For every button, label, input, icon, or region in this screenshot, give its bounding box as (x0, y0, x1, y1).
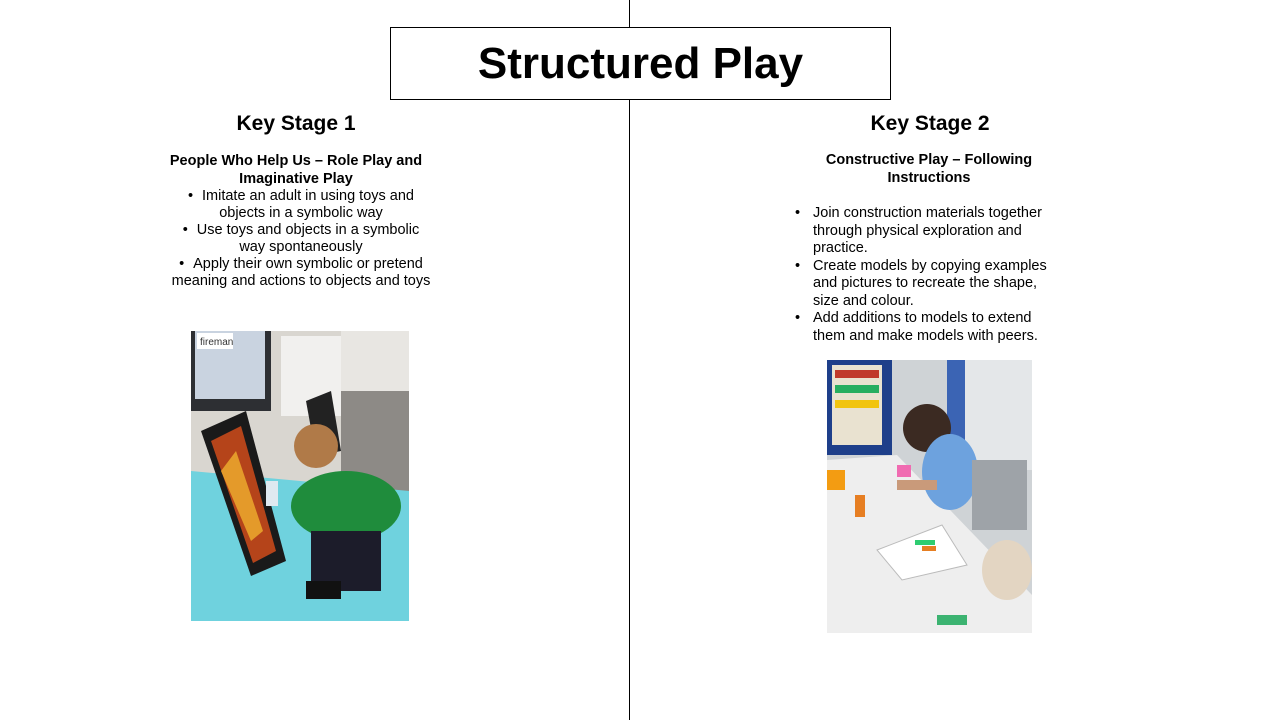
list-item: • Create models by copying examples and pictures to recreate the shape, size and colour. (795, 257, 1047, 309)
ks1-role-play-photo (191, 331, 409, 621)
title-box (390, 27, 891, 100)
page-title: Structured Play (477, 38, 804, 88)
center-divider (629, 0, 630, 720)
list-item: • Use toys and objects in a symbolic way spontaneously (182, 222, 420, 255)
fireman-label: fireman (200, 337, 234, 348)
bullet-icon: • (182, 222, 188, 238)
ks2-heading: Key Stage 2 (870, 112, 990, 135)
ks2-bullet-list (795, 205, 1060, 345)
ks2-subheading: Constructive Play – Following Instructions (825, 152, 1033, 186)
ks1-heading: Key Stage 1 (236, 112, 356, 135)
bullet-icon: • (795, 310, 801, 326)
ks1-bullet-list (160, 188, 442, 290)
list-item: • Join construction materials together through physical exploration and practice. (795, 205, 1042, 256)
list-item: • Apply their own symbolic or pretend meaning and actions to objects and toys (171, 256, 431, 289)
list-item: • Add additions to models to extend them and make models with peers. (795, 310, 1038, 344)
list-item: • Imitate an adult in using toys and objects in a symbolic way (188, 188, 414, 221)
bullet-icon: • (188, 188, 194, 204)
bullet-icon: • (795, 257, 801, 274)
bullet-icon: • (179, 256, 185, 272)
ks1-subheading: People Who Help Us – Role Play and Imaginative Play (169, 153, 423, 187)
ks2-construction-photo (827, 360, 1032, 633)
bullet-icon: • (795, 205, 801, 221)
